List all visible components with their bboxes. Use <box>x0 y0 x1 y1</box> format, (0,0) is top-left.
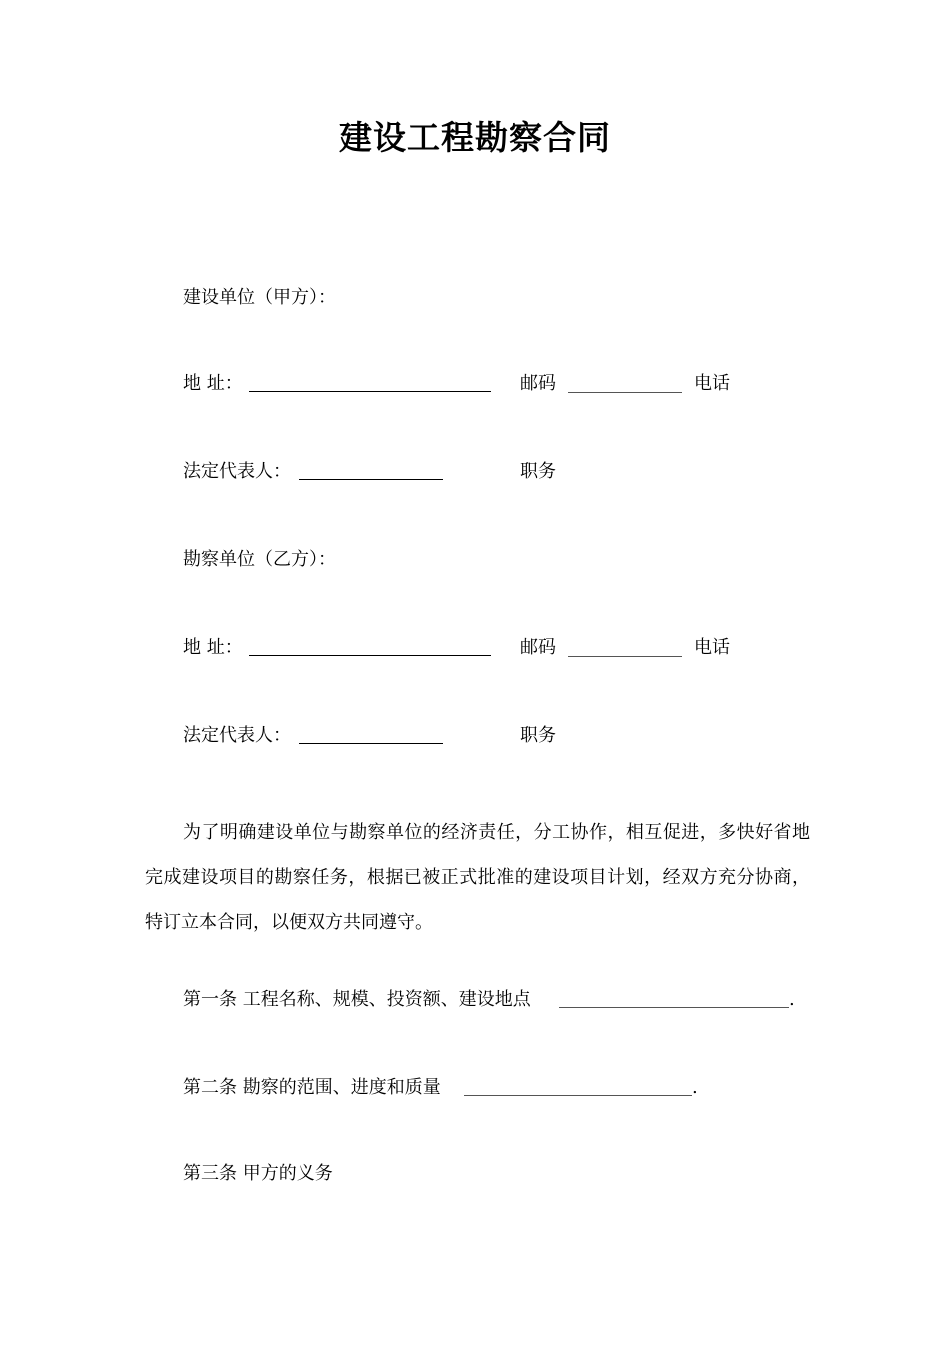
party-a-position-label: 职务 <box>520 461 556 482</box>
party-a-postcode-field[interactable] <box>568 392 682 393</box>
party-a-address-field[interactable] <box>249 391 491 392</box>
document-title: 建设工程勘察合同 <box>339 118 611 157</box>
article-3-label: 第三条 甲方的义务 <box>183 1163 333 1184</box>
party-a-heading: 建设单位（甲方）： <box>183 287 336 308</box>
party-b-rep-field[interactable] <box>299 743 443 744</box>
party-a-rep-label: 法定代表人： <box>183 461 291 482</box>
party-b-rep-label: 法定代表人： <box>183 725 291 746</box>
party-a-address-label: 地 址： <box>183 373 243 394</box>
article-2-field[interactable] <box>464 1095 692 1096</box>
party-b-address-field[interactable] <box>249 655 491 656</box>
party-a-rep-field[interactable] <box>299 479 443 480</box>
preamble-paragraph: 为了明确建设单位与勘察单位的经济责任，分工协作，相互促进，多快好省地完成建设项目的勘察任务，根据已被正式批准的建设项目计划，经双方充分协商，特订立本合同，以便双方共同遵守。 <box>145 822 810 933</box>
party-b-postcode-field[interactable] <box>568 656 682 657</box>
article-2-end: . <box>692 1077 698 1098</box>
party-b-address-label: 地 址： <box>183 637 243 658</box>
article-1-field[interactable] <box>559 1007 789 1008</box>
party-b-heading: 勘察单位（乙方）： <box>183 549 336 570</box>
party-b-postcode-label: 邮码 <box>520 637 556 658</box>
article-2-label: 第二条 勘察的范围、进度和质量 <box>183 1077 441 1098</box>
party-a-phone-label: 电话 <box>694 373 730 394</box>
article-1-label: 第一条 工程名称、规模、投资额、建设地点 <box>183 989 531 1010</box>
party-b-phone-label: 电话 <box>694 637 730 658</box>
party-b-position-label: 职务 <box>520 725 556 746</box>
party-a-postcode-label: 邮码 <box>520 373 556 394</box>
article-1-end: . <box>789 989 795 1010</box>
